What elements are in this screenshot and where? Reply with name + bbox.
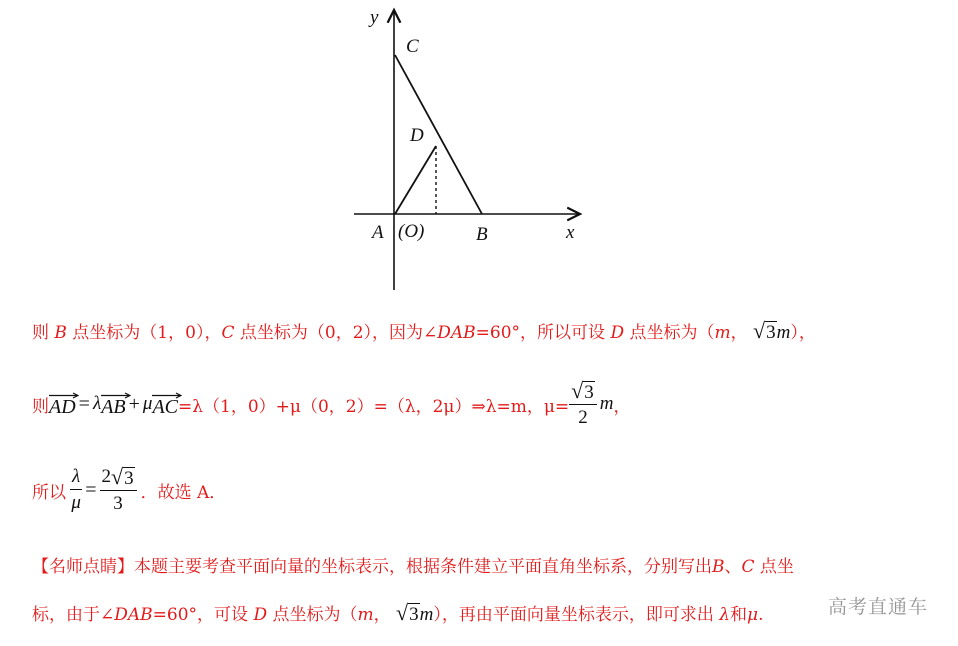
- var-m: m: [357, 605, 374, 625]
- segment-cb: [395, 55, 482, 214]
- point-b-label: B: [476, 224, 488, 245]
- coefficient: 2: [101, 466, 112, 488]
- text: ．故选 A．: [140, 482, 227, 503]
- vector-ac: AC: [152, 390, 178, 419]
- plus-sign: +: [128, 392, 140, 415]
- text: 点坐标为（0，2），因为∠: [234, 323, 438, 343]
- fraction-2sqrt3-over-3: [100, 466, 137, 515]
- angle-name: DAB: [437, 323, 476, 343]
- text: ，: [373, 605, 391, 625]
- point-d-label: D: [410, 125, 424, 146]
- text: ），: [790, 323, 816, 343]
- sqrt-argument: 3: [409, 604, 419, 625]
- var-c: C: [741, 557, 755, 577]
- text: 和: [730, 605, 748, 625]
- point-c-label: C: [406, 36, 419, 57]
- text: =60°，所以可设: [475, 323, 606, 343]
- var-m: m: [599, 393, 614, 415]
- sqrt-expression: [396, 602, 420, 624]
- var-m: m: [419, 604, 434, 625]
- teacher-note-line-2: [32, 600, 764, 626]
- equals-sign: =: [85, 478, 97, 501]
- text: 标，由于∠: [32, 605, 115, 625]
- axis-y-label: y: [370, 7, 379, 28]
- angle-name: DAB: [114, 605, 153, 625]
- text: .: [758, 605, 764, 625]
- var-m: m: [714, 323, 731, 343]
- var-b: B: [712, 557, 725, 577]
- fraction-lambda-over-mu: [70, 467, 82, 515]
- equals-sign: =: [78, 392, 90, 415]
- text: 点坐: [754, 557, 794, 577]
- vector-ab: AB: [101, 390, 125, 419]
- denominator: 3: [113, 493, 123, 514]
- segment-ad: [395, 146, 436, 214]
- solution-line-1: [32, 318, 816, 344]
- sqrt-argument: 3: [124, 468, 134, 489]
- sqrt-argument: 3: [766, 322, 776, 343]
- var-lambda: λ: [92, 393, 102, 415]
- var-mu: μ: [747, 605, 759, 625]
- text: ），再由平面向量坐标表示，即可求出: [433, 605, 714, 625]
- sqrt-argument: 3: [584, 382, 594, 403]
- denominator: μ: [71, 492, 81, 514]
- fraction-sqrt3-over-2: [569, 380, 597, 429]
- text: 所以: [32, 482, 66, 503]
- sqrt-sign: √: [753, 318, 766, 343]
- solution-line-2: [32, 380, 630, 429]
- numerator: λ: [70, 467, 82, 491]
- text: 则: [32, 323, 49, 343]
- origin-label: (O): [398, 221, 425, 242]
- text: 点坐标为（1，0），: [66, 323, 222, 343]
- sqrt-sign: √: [111, 464, 124, 489]
- vector-ad: AD: [49, 390, 76, 419]
- var-d: D: [610, 323, 625, 343]
- var-b: B: [54, 323, 67, 343]
- teacher-note-line-1: [32, 552, 794, 577]
- text: =λ（1，0）+μ（0，2）=（λ，2μ）⇒λ=m，μ=: [178, 396, 570, 417]
- axis-x-label: x: [566, 222, 575, 243]
- text: 【名师点睛】本题主要考查平面向量的坐标表示，根据条件建立平面直角坐标系，分别写出: [32, 557, 712, 577]
- text: =60°，可设: [152, 605, 249, 625]
- sqrt-sign: √: [571, 378, 584, 403]
- watermark: 高考直通车: [827, 596, 928, 618]
- denominator: 2: [578, 407, 588, 428]
- sqrt-expression: [753, 320, 777, 342]
- text: 点坐标为（: [267, 605, 358, 625]
- text: 点坐标为（: [624, 323, 715, 343]
- var-lambda: λ: [719, 605, 731, 625]
- text: 则: [32, 396, 49, 417]
- var-d: D: [253, 605, 268, 625]
- var-m: m: [776, 322, 791, 343]
- sqrt-sign: √: [396, 600, 409, 625]
- point-a-label: A: [372, 222, 384, 243]
- var-mu: μ: [142, 393, 153, 415]
- var-c: C: [221, 323, 235, 343]
- coordinate-figure: [340, 0, 600, 300]
- text: ，: [730, 323, 748, 343]
- solution-line-3: [32, 466, 226, 515]
- text: ，: [613, 396, 631, 417]
- text: 、: [724, 557, 742, 577]
